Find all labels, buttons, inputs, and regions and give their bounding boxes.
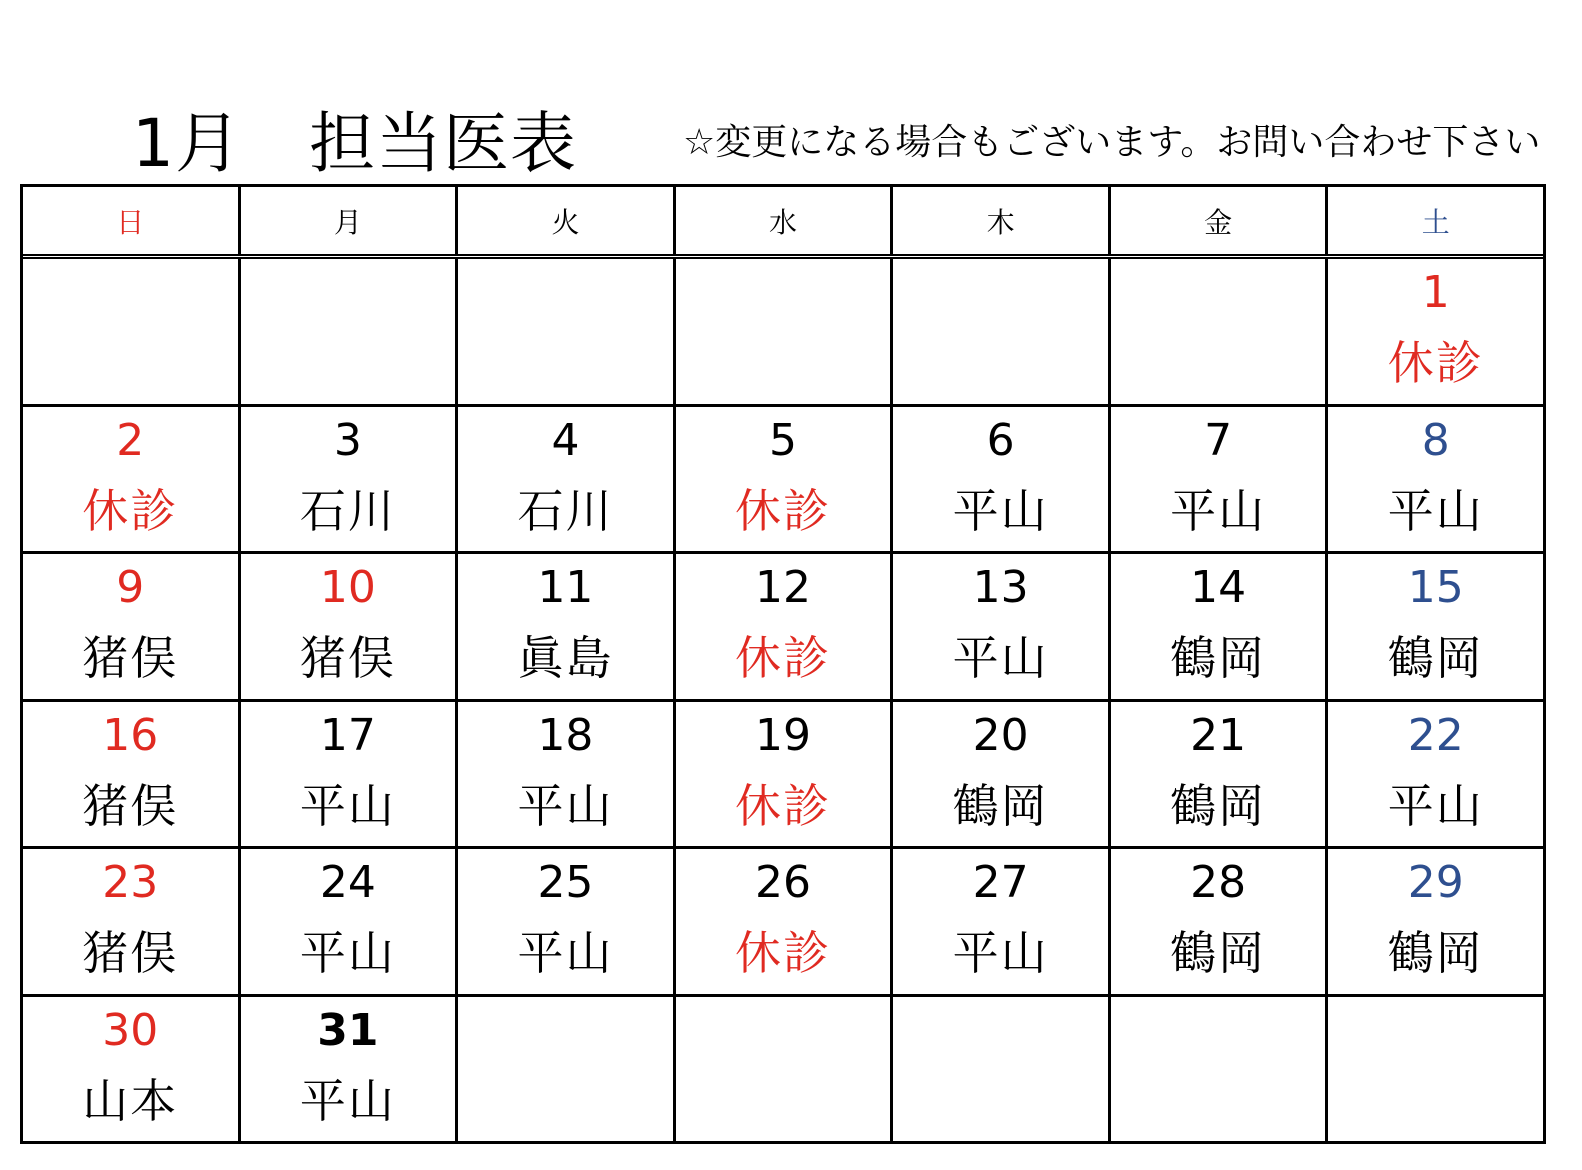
doctor-name: 石川 — [517, 483, 614, 538]
doctor-name: 石川 — [299, 483, 396, 538]
doctor-name: 眞島 — [517, 631, 614, 685]
day-number: 1 — [1421, 267, 1450, 318]
day-cell — [676, 849, 894, 994]
empty-day-cell — [676, 997, 894, 1142]
day-number: 10 — [319, 562, 376, 613]
day-number: 29 — [1407, 857, 1464, 908]
day-cell — [23, 702, 241, 847]
doctor-name: 休診 — [735, 483, 832, 538]
doctor-name: 猪俣 — [82, 631, 179, 685]
doctor-name: 平山 — [1387, 778, 1484, 833]
day-cell — [893, 407, 1111, 552]
day-number: 24 — [319, 857, 376, 908]
day-cell — [23, 554, 241, 699]
week-row — [23, 849, 1543, 997]
empty-day-cell — [458, 997, 676, 1142]
day-cell — [676, 407, 894, 552]
doctor-name: 休診 — [735, 926, 832, 980]
weekday-header-cell: 火 — [458, 187, 676, 254]
empty-day-cell — [893, 259, 1111, 404]
week-row — [23, 554, 1543, 702]
weekday-header-cell: 水 — [676, 187, 894, 254]
day-cell — [676, 702, 894, 847]
day-number: 27 — [972, 857, 1029, 908]
day-number: 15 — [1407, 562, 1464, 613]
day-cell — [241, 997, 459, 1142]
day-cell — [1111, 407, 1329, 552]
empty-day-cell — [1111, 997, 1329, 1142]
day-number: 20 — [972, 709, 1029, 761]
day-cell — [458, 702, 676, 847]
doctor-name: 鶴岡 — [1170, 778, 1267, 833]
doctor-name: 鶴岡 — [952, 778, 1049, 833]
empty-day-cell — [1328, 997, 1543, 1142]
day-cell — [23, 997, 241, 1142]
doctor-name: 休診 — [1387, 336, 1484, 390]
doctor-name: 平山 — [952, 631, 1049, 685]
day-cell — [241, 407, 459, 552]
day-number: 9 — [116, 562, 145, 613]
calendar-body — [23, 259, 1543, 1141]
day-cell — [458, 554, 676, 699]
day-number: 19 — [755, 709, 812, 761]
day-cell — [23, 407, 241, 552]
day-number: 11 — [537, 562, 594, 613]
day-number: 21 — [1190, 709, 1247, 761]
day-number: 18 — [537, 709, 594, 761]
day-cell — [241, 849, 459, 994]
weekday-header — [23, 187, 1543, 259]
day-cell — [676, 554, 894, 699]
day-cell — [1328, 259, 1543, 404]
doctor-name: 平山 — [299, 926, 396, 980]
weekday-header-cell: 金 — [1111, 187, 1329, 254]
day-number: 4 — [551, 414, 580, 466]
week-row — [23, 407, 1543, 555]
day-cell — [893, 849, 1111, 994]
week-row — [23, 259, 1543, 407]
day-number: 23 — [102, 857, 159, 908]
day-number: 13 — [972, 562, 1029, 613]
doctor-name: 平山 — [1387, 483, 1484, 538]
week-row — [23, 702, 1543, 850]
doctor-schedule-calendar — [20, 184, 1546, 1144]
empty-day-cell — [1111, 259, 1329, 404]
empty-day-cell — [241, 259, 459, 404]
change-notice: ☆変更になる場合もございます。お問い合わせ下さい — [683, 122, 1541, 163]
day-cell — [1111, 849, 1329, 994]
day-cell — [893, 554, 1111, 699]
day-number: 28 — [1190, 857, 1247, 908]
day-cell — [458, 849, 676, 994]
weekday-header-cell: 木 — [893, 187, 1111, 254]
doctor-name: 休診 — [735, 778, 832, 833]
week-row — [23, 997, 1543, 1142]
empty-day-cell — [23, 259, 241, 404]
doctor-name: 鶴岡 — [1170, 631, 1267, 685]
day-number: 6 — [986, 414, 1015, 466]
day-number: 25 — [537, 857, 594, 908]
doctor-name: 平山 — [952, 483, 1049, 538]
doctor-name: 平山 — [299, 1073, 396, 1128]
empty-day-cell — [893, 997, 1111, 1142]
day-number: 2 — [116, 414, 145, 466]
day-cell — [1111, 554, 1329, 699]
day-cell — [1328, 554, 1543, 699]
day-cell — [1328, 407, 1543, 552]
doctor-name: 平山 — [517, 778, 614, 833]
empty-day-cell — [458, 259, 676, 404]
doctor-name: 猪俣 — [82, 926, 179, 980]
day-cell — [1328, 849, 1543, 994]
day-number: 30 — [102, 1004, 159, 1056]
doctor-name: 山本 — [82, 1073, 179, 1128]
day-number: 14 — [1190, 562, 1247, 613]
day-number: 12 — [755, 562, 812, 613]
weekday-header-cell: 日 — [23, 187, 241, 254]
weekday-header-cell: 土 — [1421, 205, 1450, 239]
day-number: 17 — [319, 709, 376, 761]
day-cell — [1111, 702, 1329, 847]
doctor-name: 鶴岡 — [1170, 926, 1267, 980]
page-title: 1月 担当医表 — [132, 105, 577, 182]
weekday-header-cell: 月 — [241, 187, 459, 254]
day-number: 7 — [1204, 414, 1233, 466]
doctor-name: 平山 — [952, 926, 1049, 980]
day-number: 3 — [333, 414, 362, 466]
day-number: 26 — [755, 857, 812, 908]
day-cell — [23, 849, 241, 994]
day-number: 31 — [317, 1004, 379, 1056]
day-cell — [1328, 702, 1543, 847]
doctor-name: 平山 — [1170, 483, 1267, 538]
day-cell — [241, 554, 459, 699]
day-cell — [458, 407, 676, 552]
empty-day-cell — [676, 259, 894, 404]
doctor-name: 猪俣 — [299, 631, 396, 685]
day-number: 8 — [1421, 414, 1450, 466]
doctor-name: 鶴岡 — [1387, 926, 1484, 980]
day-cell — [241, 702, 459, 847]
doctor-name: 休診 — [82, 483, 179, 538]
day-cell — [893, 702, 1111, 847]
doctor-name: 猪俣 — [82, 778, 179, 833]
doctor-name: 平山 — [517, 926, 614, 980]
doctor-name: 鶴岡 — [1387, 631, 1484, 685]
day-number: 16 — [102, 709, 159, 761]
doctor-name: 平山 — [299, 778, 396, 833]
day-number: 22 — [1407, 709, 1464, 761]
day-number: 5 — [769, 414, 798, 466]
doctor-name: 休診 — [735, 631, 832, 685]
